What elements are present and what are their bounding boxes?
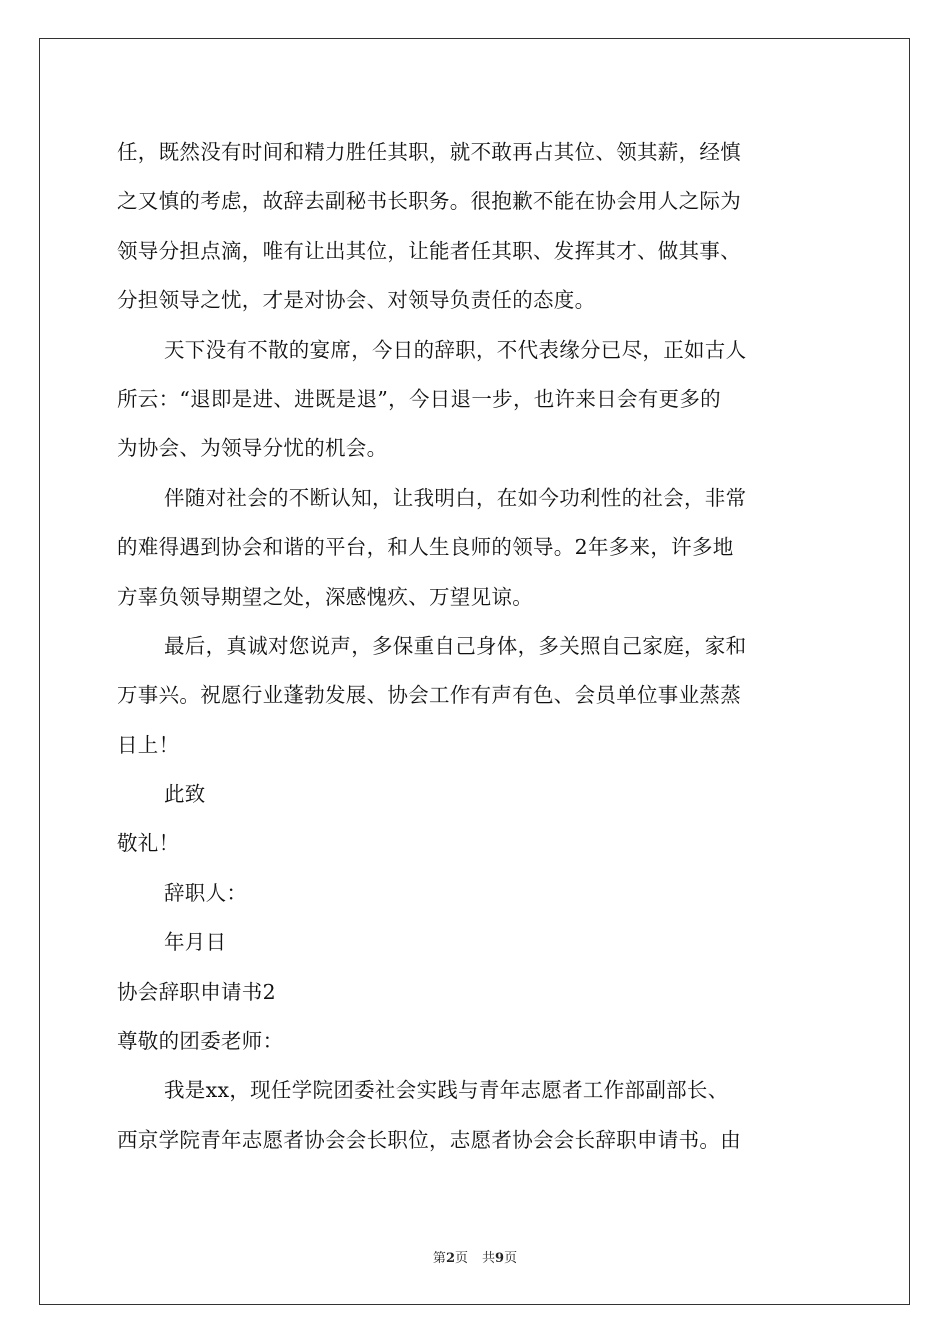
paragraph-line: 日上！ (117, 732, 180, 757)
paragraph-line: 为协会、为领导分忧的机会。 (117, 436, 388, 461)
paragraph-line: 领导分担点滴，唯有让出其位，让能者任其职、发挥其才、做其事、 (117, 238, 741, 263)
total-prefix: 共 (482, 1251, 496, 1266)
paragraph-line: 最后，真诚对您说声，多保重自己身体，多关照自己家庭，家和 (164, 633, 747, 658)
signature-label: 辞职人： (164, 880, 248, 905)
paragraph-line: 的难得遇到协会和谐的平台，和人生良师的领导。2年多来，许多地 (117, 535, 734, 560)
page-footer (0, 1247, 950, 1266)
paragraph-line: 西京学院青年志愿者协会会长职位，志愿者协会会长辞职申请书。由 (117, 1127, 741, 1152)
page-prefix: 第 (432, 1251, 446, 1266)
section-title: 协会辞职申请书2 (117, 979, 276, 1004)
paragraph-line: 我是xx，现任学院团委社会实践与青年志愿者工作部副部长、 (164, 1078, 729, 1103)
paragraph-line: 任，既然没有时间和精力胜任其职，就不敢再占其位、领其薪，经慎 (117, 140, 741, 164)
paragraph-line: 天下没有不散的宴席，今日的辞职，不代表缘分已尽，正如古人 (164, 337, 747, 362)
date-label: 年月日 (164, 930, 227, 955)
page-suffix: 页 (454, 1251, 468, 1266)
document-body (117, 128, 833, 1165)
closing-regards: 敬礼！ (117, 831, 180, 856)
paragraph-line: 之又慎的考虑，故辞去副秘书长职务。很抱歉不能在协会用人之际为 (117, 189, 741, 214)
paragraph-line: 万事兴。祝愿行业蓬勃发展、协会工作有声有色、会员单位事业蒸蒸 (117, 683, 741, 708)
greeting: 尊敬的团委老师： (117, 1029, 284, 1054)
total-suffix: 页 (504, 1251, 518, 1266)
paragraph-line: 分担领导之忧，才是对协会、对领导负责任的态度。 (117, 288, 596, 313)
paragraph-line: 方辜负领导期望之处，深感愧疚、万望见谅。 (117, 584, 533, 609)
closing-salutation: 此致 (164, 782, 206, 807)
paragraph-line: 所云：“退即是进、进既是退”，今日退一步，也许来日会有更多的 (117, 386, 721, 411)
total-pages: 9 (495, 1251, 505, 1266)
paragraph-line: 伴随对社会的不断认知，让我明白，在如今功利性的社会，非常 (164, 485, 747, 510)
page-number: 2 (445, 1251, 455, 1266)
